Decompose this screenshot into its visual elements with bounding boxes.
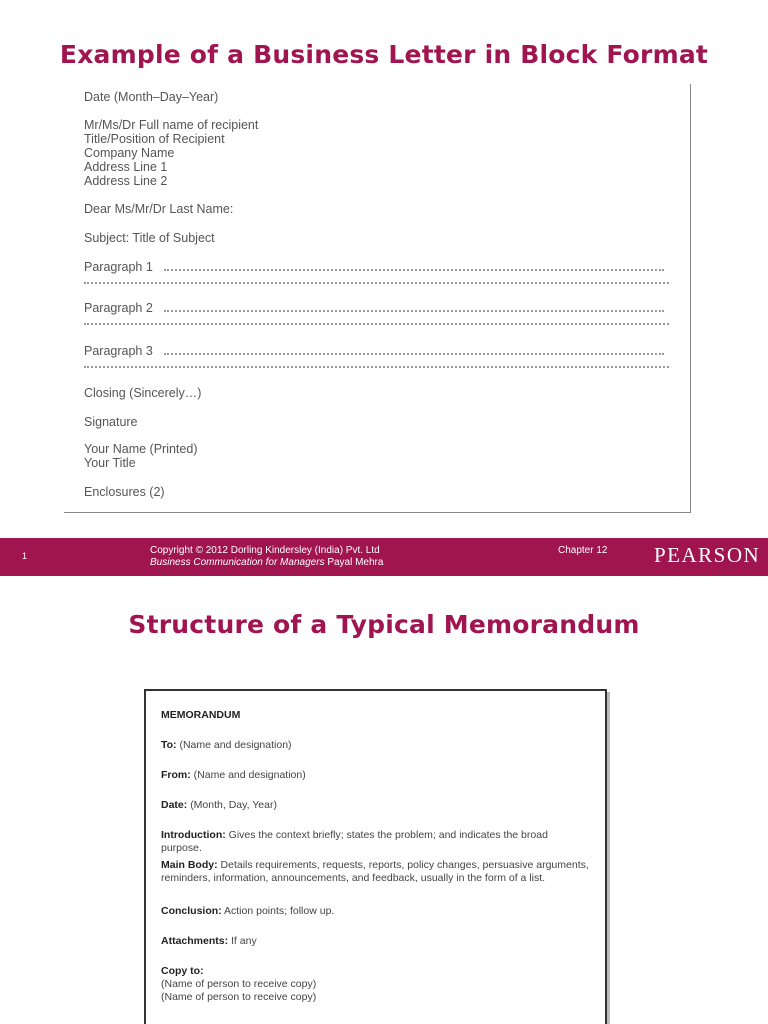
letter-subject: Subject: Title of Subject — [84, 231, 215, 245]
memo-template — [144, 689, 607, 1024]
letter-paragraph-3: Paragraph 3 — [84, 344, 153, 358]
dotted-line — [84, 282, 669, 284]
memo-copy-label: Copy to: — [161, 965, 204, 977]
dotted-line — [164, 269, 664, 271]
dotted-line — [84, 323, 669, 325]
memo-heading: MEMORANDUM — [161, 709, 241, 721]
letter-company: Company Name — [84, 146, 175, 160]
letter-template — [64, 84, 691, 513]
slide-number: 1 — [22, 551, 28, 561]
letter-recipient-name: Mr/Ms/Dr Full name of recipient — [84, 118, 259, 132]
memo-introduction — [161, 829, 591, 855]
memo-intro-value: Gives the context briefly; states the problem; and indicates the broad purpose. — [161, 829, 548, 854]
memo-to-value: (Name and designation) — [179, 739, 292, 751]
chapter-label: Chapter 12 — [558, 545, 608, 556]
slide-title-letter: Example of a Business Letter in Block Format — [59, 40, 709, 69]
memo-copy-to — [161, 965, 591, 1004]
letter-signature: Signature — [84, 415, 138, 429]
memo-date-label: Date: — [161, 799, 188, 811]
memo-main-body — [161, 859, 591, 885]
letter-salutation: Dear Ms/Mr/Dr Last Name: — [84, 202, 234, 216]
memo-date — [161, 799, 591, 812]
memo-from-value: (Name and designation) — [193, 769, 306, 781]
memo-copy-line-2: (Name of person to receive copy) — [161, 991, 317, 1003]
memo-attachments — [161, 935, 591, 948]
memo-copy-line-1: (Name of person to receive copy) — [161, 978, 317, 990]
memo-to — [161, 739, 591, 752]
letter-your-title: Your Title — [84, 456, 136, 470]
pearson-logo: PEARSON — [654, 543, 761, 567]
footer-copyright — [150, 545, 383, 569]
memo-body-label: Main Body: — [161, 859, 218, 871]
memo-body-value: Details requirements, requests, reports, policy changes, persuasive arguments, reminders, information, announcements, and feedback, usually in the form of a list. — [161, 859, 589, 884]
letter-your-name: Your Name (Printed) — [84, 442, 198, 456]
author-name: Payal Mehra — [327, 557, 384, 568]
memo-date-value: (Month, Day, Year) — [190, 799, 277, 811]
letter-date: Date (Month–Day–Year) — [84, 90, 219, 104]
memo-conclusion — [161, 905, 591, 918]
letter-address-1: Address Line 1 — [84, 160, 168, 174]
memo-attachments-value: If any — [231, 935, 257, 947]
letter-address-2: Address Line 2 — [84, 174, 168, 188]
letter-recipient-title: Title/Position of Recipient — [84, 132, 225, 146]
memo-conclusion-label: Conclusion: — [161, 905, 222, 917]
dotted-line — [164, 310, 664, 312]
memo-attachments-label: Attachments: — [161, 935, 229, 947]
memo-from — [161, 769, 591, 782]
memo-intro-label: Introduction: — [161, 829, 226, 841]
memo-from-label: From: — [161, 769, 191, 781]
memo-conclusion-value: Action points; follow up. — [224, 905, 335, 917]
letter-paragraph-1: Paragraph 1 — [84, 260, 153, 274]
letter-enclosures: Enclosures (2) — [84, 485, 165, 499]
copyright-text: Copyright © 2012 Dorling Kindersley (India) Pvt. Ltd — [150, 545, 380, 556]
slide-footer — [0, 538, 768, 576]
dotted-line — [164, 353, 664, 355]
slide-title-memo: Structure of a Typical Memorandum — [128, 610, 640, 639]
memo-to-label: To: — [161, 739, 177, 751]
letter-closing: Closing (Sincerely…) — [84, 386, 202, 400]
book-credit — [150, 557, 383, 569]
dotted-line — [84, 366, 669, 368]
book-title: Business Communication for Managers — [150, 557, 325, 568]
letter-paragraph-2: Paragraph 2 — [84, 301, 153, 315]
